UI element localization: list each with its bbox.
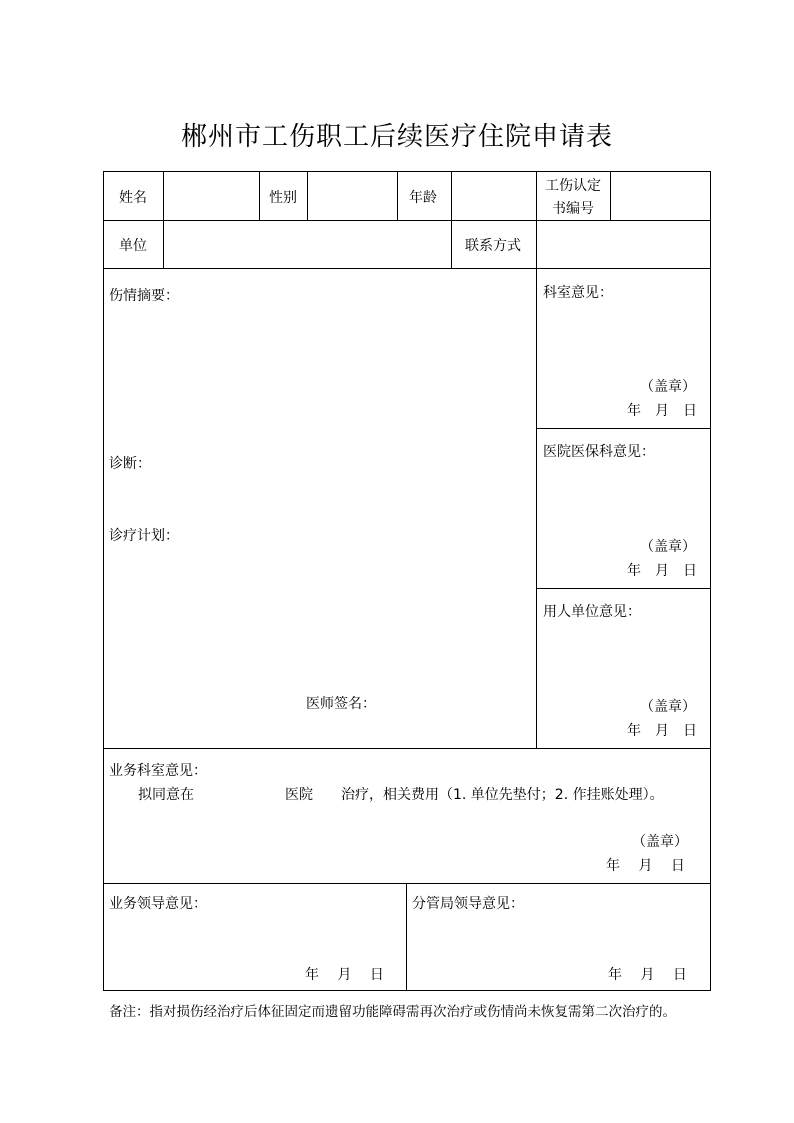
table-border-left	[103, 171, 104, 990]
hospital-insurance-seal: （盖章）	[640, 539, 696, 555]
table-border-bottom	[103, 990, 711, 991]
row2-bottom-line	[103, 268, 711, 269]
employer-opinion-label: 用人单位意见：	[543, 604, 641, 620]
row1-divider-4	[397, 171, 398, 220]
business-dept-seal: （盖章）	[632, 834, 688, 850]
name-label: 姓名	[119, 190, 147, 206]
row1-divider-6	[536, 171, 537, 220]
cert-label-line1: 工伤认定	[545, 178, 601, 194]
leaders-divider	[406, 883, 407, 990]
hospital-insurance-date: 年 月 日	[627, 563, 697, 579]
deputy-director-date: 年 月 日	[608, 967, 687, 983]
business-dept-agree-text: 拟同意在	[138, 787, 194, 803]
dept-seal: （盖章）	[640, 379, 696, 395]
doctor-signature-label: 医师签名：	[306, 696, 376, 712]
right-sep-1	[536, 428, 711, 429]
business-dept-hospital-blank[interactable]	[196, 785, 278, 805]
cert-number-field[interactable]	[611, 172, 709, 219]
table-border-right	[710, 171, 711, 990]
business-leader-opinion-label: 业务领导意见：	[109, 896, 207, 912]
unit-label: 单位	[119, 238, 147, 254]
employer-seal: （盖章）	[640, 699, 696, 715]
age-label: 年龄	[409, 190, 437, 206]
gender-label: 性别	[269, 190, 297, 206]
dept-date: 年 月 日	[627, 403, 697, 419]
contact-label: 联系方式	[465, 238, 521, 254]
injury-summary-label: 伤情摘要：	[109, 288, 179, 304]
middle-bottom-line	[103, 748, 711, 749]
employer-date: 年 月 日	[627, 723, 697, 739]
middle-divider	[536, 268, 537, 748]
business-bottom-line	[103, 883, 711, 884]
row1-divider-2	[259, 171, 260, 220]
row2-divider-2	[451, 220, 452, 268]
age-field[interactable]	[452, 172, 535, 219]
form-title: 郴州市工伤职工后续医疗住院申请表	[180, 122, 613, 152]
business-dept-date: 年 月 日	[606, 858, 685, 874]
hospital-insurance-opinion-label: 医院医保科意见：	[543, 444, 655, 460]
diagnosis-label: 诊断：	[109, 456, 151, 472]
business-dept-hospital-text: 医院	[285, 787, 313, 803]
unit-field[interactable]	[164, 221, 450, 267]
dept-opinion-label: 科室意见：	[543, 285, 613, 301]
contact-field[interactable]	[537, 221, 709, 267]
name-field[interactable]	[164, 172, 258, 219]
gender-field[interactable]	[308, 172, 396, 219]
business-dept-opinion-label: 业务科室意见：	[109, 763, 207, 779]
business-leader-date: 年 月 日	[305, 967, 384, 983]
treatment-plan-label: 诊疗计划：	[109, 528, 179, 544]
footnote: 备注：指对损伤经治疗后体征固定而遗留功能障碍需再次治疗或伤情尚未恢复需第二次治疗的。	[109, 1004, 676, 1020]
deputy-director-opinion-label: 分管局领导意见：	[412, 896, 524, 912]
business-dept-treatment-text: 治疗，相关费用（1. 单位先垫付；2. 作挂账处理）。	[341, 787, 664, 803]
right-sep-2	[536, 588, 711, 589]
cert-label-line2: 书编号	[552, 201, 594, 217]
